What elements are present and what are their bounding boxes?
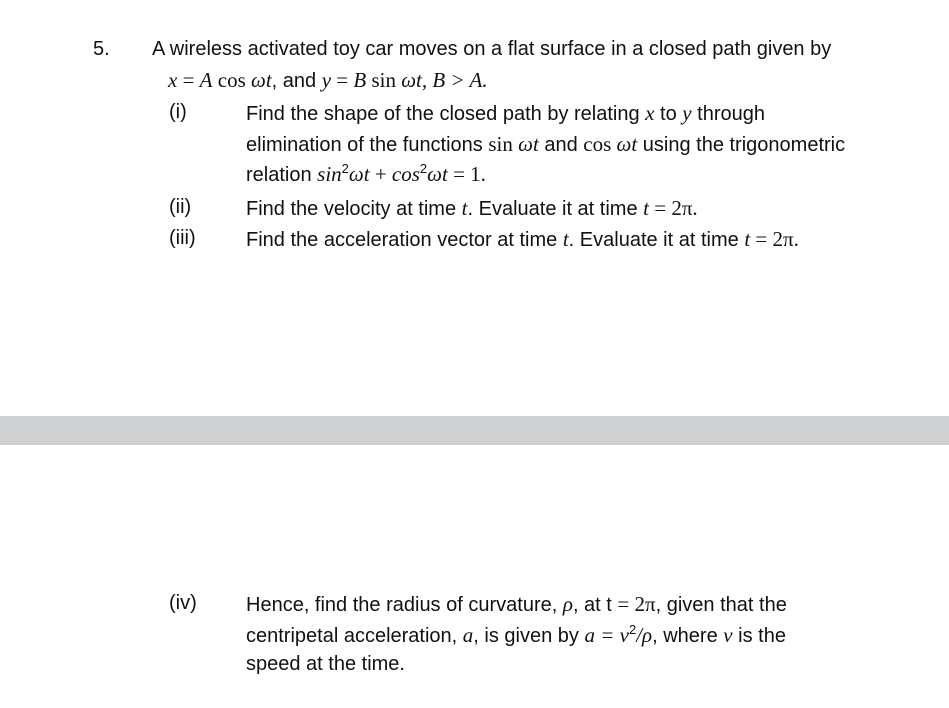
part-label-ii: (ii) — [169, 196, 192, 218]
part-i-line1 — [246, 101, 765, 126]
equals-one: = 1. — [447, 162, 486, 186]
path-equation — [168, 68, 488, 93]
part-iv-post: , given that the — [655, 594, 787, 616]
part-i-text-2: elimination of the functions — [246, 134, 489, 156]
cos-sq: cos — [391, 162, 420, 186]
part-iii-mid: . Evaluate it at time — [568, 229, 745, 251]
cos-fn: cos — [583, 132, 617, 156]
part-iv-mid: , at t — [572, 594, 618, 616]
part-i-text-to: to — [654, 103, 683, 125]
var-x: x — [168, 68, 178, 92]
var-rho: ρ — [562, 592, 573, 616]
sin-fn: sin — [488, 132, 519, 156]
part-i-text-through: through — [691, 103, 765, 125]
omega-t: ωt — [518, 132, 539, 156]
omega-t: ωt — [348, 162, 370, 186]
part-iv-line2 — [246, 623, 786, 648]
sin-fn: sin — [366, 68, 402, 92]
omega-t-2: ωt — [616, 132, 638, 156]
part-label-iv: (iv) — [169, 592, 197, 614]
plus-sign: + — [369, 162, 392, 186]
part-ii-text — [246, 196, 698, 221]
part-iv-line1 — [246, 592, 787, 617]
question-number: 5. — [93, 38, 110, 60]
part-i-line2 — [246, 132, 845, 157]
var-a: a — [462, 623, 474, 647]
var-x: x — [645, 101, 655, 125]
part-label-iii: (iii) — [169, 227, 196, 249]
eq-sign-2: = — [331, 68, 354, 92]
formula: = v — [594, 623, 629, 647]
is-the-text: is the — [732, 625, 786, 647]
formula-end: /ρ — [636, 623, 653, 647]
var-t: t — [461, 196, 468, 220]
part-iv-text-2: centripetal acceleration, — [246, 625, 463, 647]
superscript: 2 — [341, 161, 349, 176]
condition: , B > A. — [421, 68, 488, 92]
part-ii-pre: Find the velocity at time — [246, 198, 462, 220]
var-t-2: t — [744, 227, 751, 251]
part-label-i: (i) — [169, 101, 187, 123]
page-divider — [0, 416, 949, 445]
part-i-text-3: using the trigonometric — [637, 134, 846, 156]
part-iii-pre: Find the acceleration vector at time — [246, 229, 563, 251]
sin-sq: sin — [317, 162, 342, 186]
superscript: 2 — [628, 622, 637, 637]
var-y: y — [682, 101, 692, 125]
omega-t: ωt — [251, 68, 272, 92]
var-t-2: t — [643, 196, 649, 220]
var-a-2: a — [584, 623, 595, 647]
time-value: = 2π — [617, 592, 656, 616]
var-t: t — [562, 227, 569, 251]
var-A: A — [199, 68, 213, 92]
question-intro: A wireless activated toy car moves on a flat surface in a closed path given by — [152, 38, 832, 60]
part-iv-line3: speed at the time. — [246, 653, 405, 675]
part-i-line3 — [246, 162, 486, 187]
var-y: y — [321, 68, 332, 92]
omega-t-2: ωt — [401, 68, 422, 92]
time-value: = 2π. — [648, 196, 698, 220]
part-iv-mid-2: , is given by — [473, 625, 585, 647]
part-ii-mid: . Evaluate it at time — [467, 198, 644, 220]
omega-t-2: ωt — [427, 162, 448, 186]
part-i-text: Find the shape of the closed path by relating — [246, 103, 646, 125]
superscript-2: 2 — [419, 161, 428, 176]
and-text: and — [538, 134, 584, 156]
var-v: v — [723, 623, 733, 647]
relation-text: relation — [246, 164, 318, 186]
time-value: = 2π. — [750, 227, 799, 251]
eq-sign: = — [177, 68, 200, 92]
and-text: , and — [271, 70, 322, 92]
where-text: , where — [652, 625, 724, 647]
cos-fn: cos — [212, 68, 251, 92]
part-iii-text — [246, 227, 799, 252]
part-iv-pre: Hence, find the radius of curvature, — [246, 594, 563, 616]
var-B: B — [353, 68, 367, 92]
